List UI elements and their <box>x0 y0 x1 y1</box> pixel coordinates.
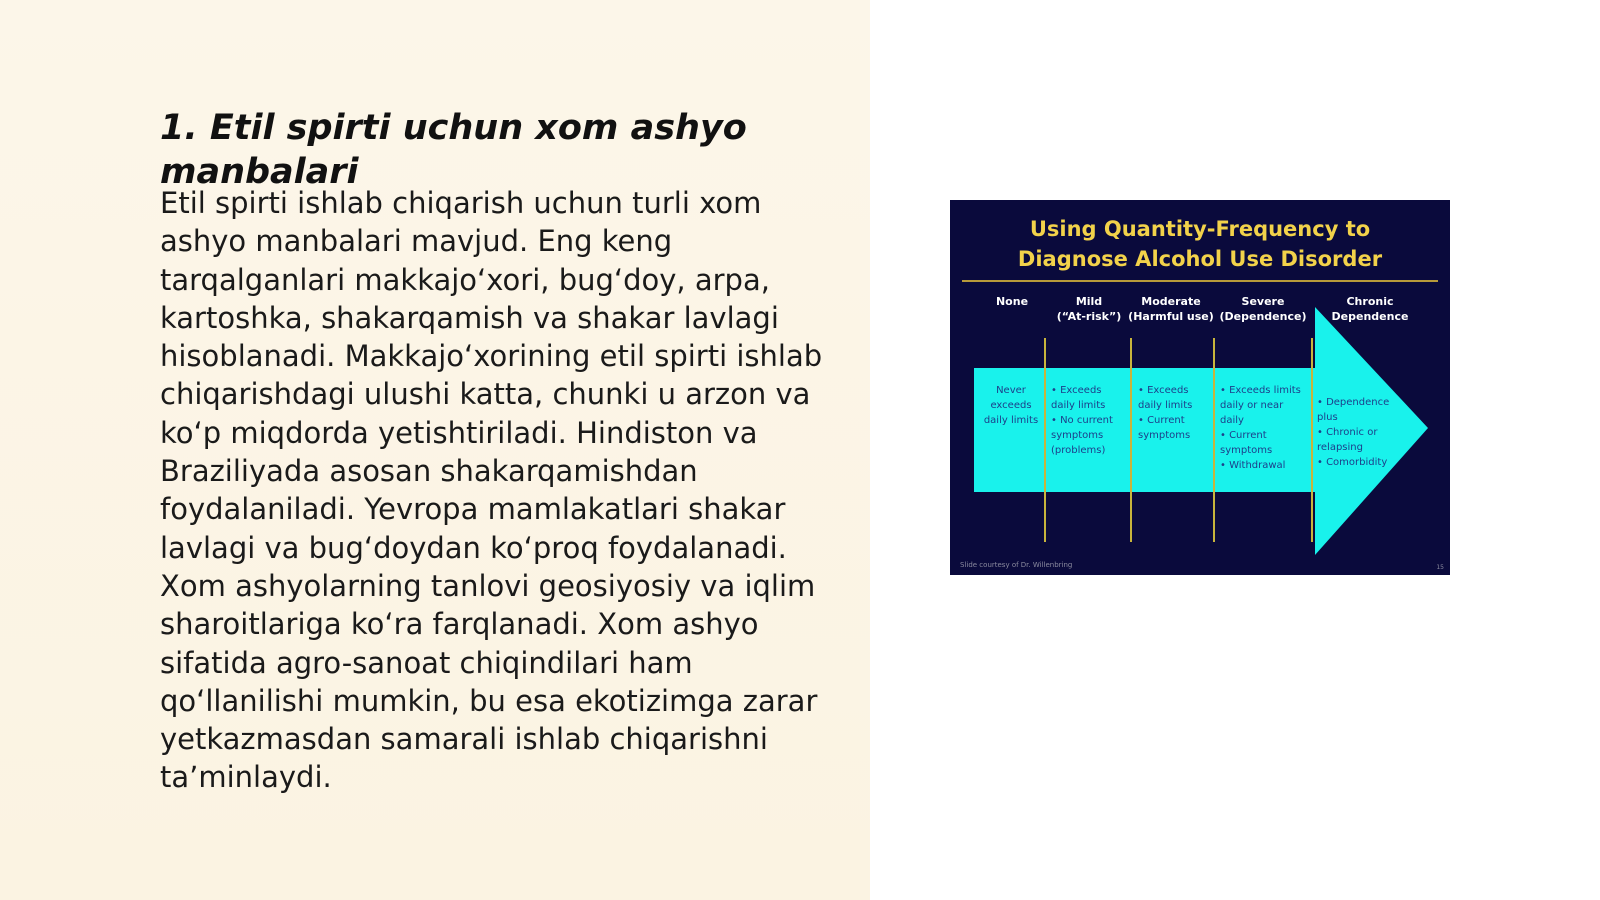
stage-body-none: Never exceeds daily limits <box>983 385 1039 426</box>
stage-body-mild: • Exceeds daily limits • No current symptoms (problems) <box>1051 385 1113 456</box>
figure-title-rule <box>962 280 1438 282</box>
alcohol-use-disorder-diagram <box>950 200 1450 575</box>
slide-body-text: Etil spirti ishlab chiqarish uchun turli xom ashyo manbalari mavjud. Eng keng tarqalganlari makkajo‘xori, bug‘doy, arpa, kartoshka, shakarqamish va shakar lavlagi hisoblanadi. Makkajo‘xorining etil spirti ishlab chiqarishdagi ulushi katta, chunki u arzon va ko‘p miqdorda yetishtiriladi. Hindiston va Braziliyada asosan shakarqamishdan foydalaniladi. Yevropa mamlakatlari shakar lavlagi va bug‘doydan ko‘proq foydalanadi. Xom ashyolarning tanlovi geosiyosiy va iqlim sharoitlariga ko‘ra farqlanadi. Xom ashyo sifatida agro-sanoat chiqindilari ham qo‘llanilishi mumkin, bu esa ekotizimga zarar yetkazmasdan samarali ishlab chiqarishni ta’minlaydi. <box>160 186 823 795</box>
stage-body-chronic: • Dependence plus • Chronic or relapsing • Comorbidity <box>1317 397 1390 468</box>
stage-body-severe: • Exceeds limits daily or near daily • Current symptoms • Withdrawal <box>1220 385 1301 471</box>
stage-body-moderate: • Exceeds daily limits • Current symptoms <box>1138 385 1193 441</box>
figure-credit: Slide courtesy of Dr. Willenbring <box>960 561 1073 569</box>
stage-header-severe: Severe (Dependence) <box>1219 295 1307 323</box>
figure-page-number: 15 <box>1436 564 1444 571</box>
stage-header-none: None <box>995 295 1029 308</box>
stage-header-mild: Mild (“At-risk”) <box>1056 295 1122 323</box>
slide-title: 1. Etil spirti uchun xom ashyo manbalari <box>160 108 747 192</box>
figure-title: Using Quantity-Frequency to Diagnose Alcohol Use Disorder <box>1017 217 1383 271</box>
stage-header-moderate: Moderate (Harmful use) <box>1128 295 1214 323</box>
stage-header-chronic: Chronic Dependence <box>1331 295 1409 323</box>
